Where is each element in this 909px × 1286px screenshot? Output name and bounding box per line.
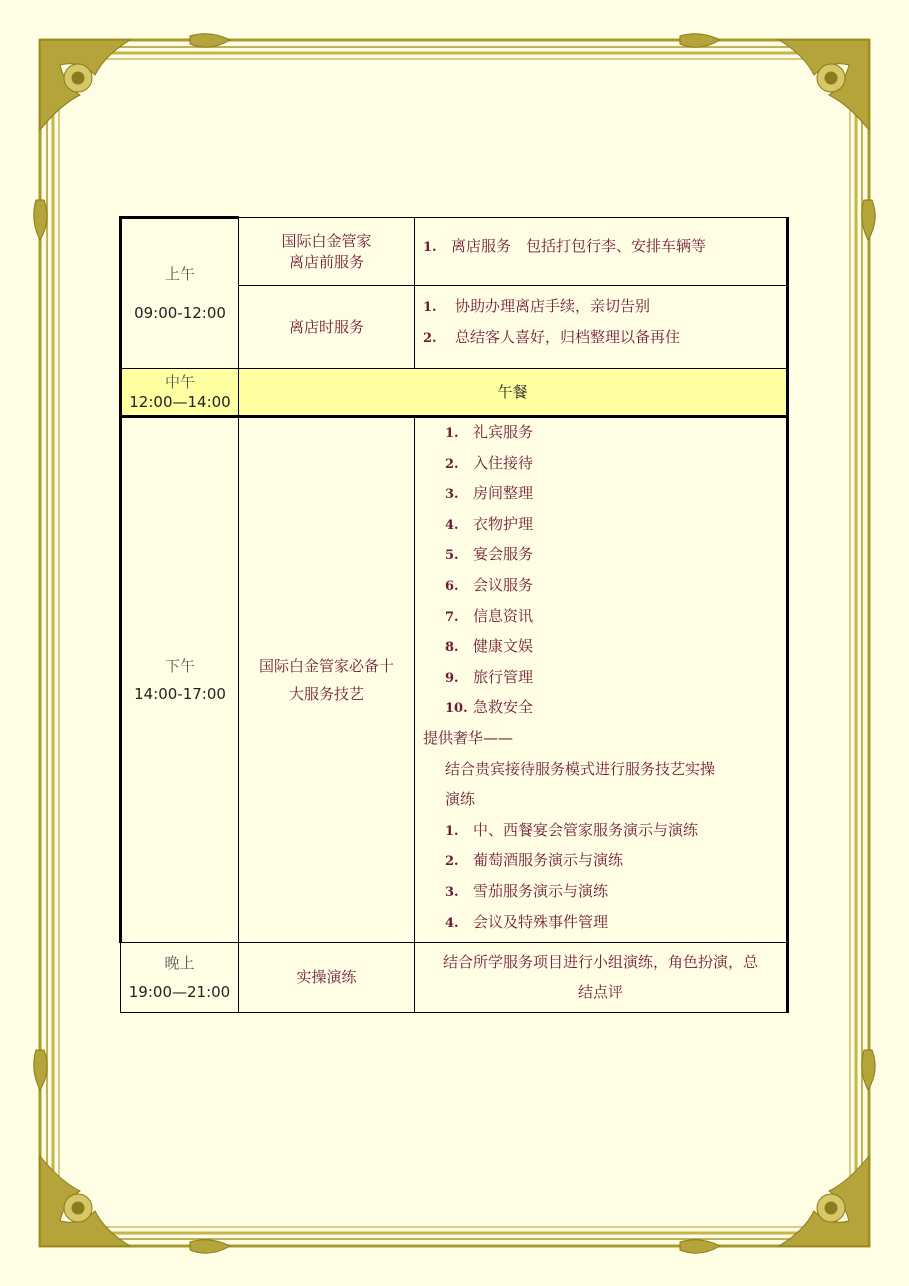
list-item: [423, 296, 778, 327]
table-row-evening: [121, 943, 788, 1013]
time-cell-morning: [121, 218, 239, 369]
item-text: 协助办理离店手续，亲切告别: [455, 297, 651, 316]
time-label: 上午: [164, 265, 195, 284]
topic-cell-skills: [239, 417, 415, 943]
extra-line: 演练: [445, 790, 476, 809]
item-text: 信息资讯: [473, 606, 534, 625]
item-text: 健康文娱: [473, 637, 534, 656]
topic-cell-pre-departure: [239, 218, 415, 286]
item-number: 2.: [445, 456, 459, 472]
time-label: 下午: [164, 656, 195, 675]
detail-cell-pre-departure: [415, 218, 788, 286]
item-number: 3.: [445, 487, 459, 503]
edge-ornament-top-right-icon: [680, 34, 720, 47]
list-item: [423, 236, 778, 267]
detail-cell-practice: [415, 943, 788, 1013]
item-text: 雪茄服务演示与演练: [473, 881, 609, 900]
topic-line: 实操演练: [296, 968, 357, 987]
time-range: 14:00-17:00: [134, 685, 226, 704]
item-text: 会议及特殊事件管理: [473, 912, 609, 931]
topic-line: 大服务技艺: [288, 685, 364, 704]
list-item: [445, 453, 778, 484]
time-cell-evening: [121, 943, 239, 1013]
list-item: [445, 514, 778, 545]
detail-line: 结点评: [577, 982, 623, 1001]
table-row-noon: [121, 369, 788, 417]
list-item: [445, 544, 778, 575]
item-number: 4.: [445, 915, 459, 931]
edge-ornament-right-top-icon: [862, 200, 875, 240]
schedule-table: [119, 216, 789, 1013]
topic-cell-practice: [239, 943, 415, 1013]
table-row-afternoon: [121, 417, 788, 943]
item-text: 房间整理: [473, 484, 534, 503]
practice-list: [423, 820, 778, 942]
item-text: 礼宾服务: [473, 423, 534, 441]
item-text: 总结客人喜好，归档整理以备再住: [455, 328, 681, 346]
item-number: 2.: [445, 854, 459, 870]
topic-line: 离店前服务: [288, 252, 364, 271]
item-number: 1.: [423, 240, 437, 256]
time-cell-noon: [121, 369, 239, 417]
item-number: 4.: [445, 517, 459, 533]
item-number: 1.: [445, 823, 459, 839]
item-text: 葡萄酒服务演示与演练: [473, 851, 624, 870]
lunch-label: 午餐: [497, 382, 528, 401]
topic-line: 国际白金管家: [281, 232, 372, 251]
list-item: [445, 881, 778, 912]
lunch-cell: [239, 369, 788, 417]
topic-line: 离店时服务: [288, 317, 364, 336]
list-item: [445, 912, 778, 943]
item-number: 3.: [445, 884, 459, 900]
time-range: 09:00-12:00: [134, 303, 226, 322]
item-text: 急救安全: [473, 698, 534, 717]
extra-line: 结合贵宾接待服务模式进行服务技艺实操: [445, 759, 716, 778]
time-cell-afternoon: [121, 417, 239, 943]
detail-cell-departure: [415, 286, 788, 369]
list-item: [445, 636, 778, 667]
list-item: [445, 697, 778, 728]
item-number: 1.: [423, 300, 437, 316]
edge-ornament-right-bottom-icon: [862, 1050, 875, 1090]
item-text: 入住接待: [473, 453, 534, 472]
item-text: 离店服务 包括打包行李、安排车辆等: [451, 237, 707, 256]
item-number: 9.: [445, 670, 459, 686]
item-number: 7.: [445, 609, 459, 625]
item-number: 6.: [445, 578, 459, 594]
detail-cell-skills: [415, 417, 788, 943]
list-item: [445, 850, 778, 881]
time-label: 晚上: [164, 954, 195, 973]
item-text: 宴会服务: [473, 545, 534, 564]
time-label: 中午: [164, 372, 195, 391]
list-item: [445, 483, 778, 514]
item-number: 2.: [423, 331, 437, 346]
table-row-morning-1: [121, 218, 788, 286]
skills-list: [423, 422, 778, 728]
list-item: [445, 422, 778, 453]
edge-ornament-left-bottom-icon: [34, 1050, 47, 1090]
list-item: [445, 820, 778, 851]
list-item: [423, 327, 778, 358]
list-item: [445, 606, 778, 637]
topic-line: 国际白金管家必备十: [258, 656, 394, 675]
edge-ornament-left-top-icon: [34, 200, 47, 240]
time-range: 19:00—21:00: [128, 982, 231, 1001]
extra-heading: 提供奢华——: [423, 728, 514, 747]
item-number: 1.: [445, 426, 459, 441]
list-item: [445, 575, 778, 606]
item-number: 8.: [445, 640, 459, 656]
time-range: 12:00—14:00: [129, 393, 231, 411]
detail-line: 结合所学服务项目进行小组演练，角色扮演，总: [442, 953, 758, 972]
edge-ornament-bottom-right-icon: [680, 1240, 720, 1253]
item-text: 旅行管理: [473, 667, 534, 686]
edge-ornament-top-left-icon: [190, 34, 230, 47]
item-number: 5.: [445, 548, 459, 564]
item-text: 会议服务: [473, 575, 534, 594]
item-number: 10.: [445, 701, 468, 717]
list-item: [445, 667, 778, 698]
topic-cell-departure: [239, 286, 415, 369]
item-text: 衣物护理: [473, 514, 534, 533]
edge-ornament-bottom-left-icon: [190, 1240, 230, 1253]
item-text: 中、西餐宴会管家服务演示与演练: [473, 820, 699, 839]
